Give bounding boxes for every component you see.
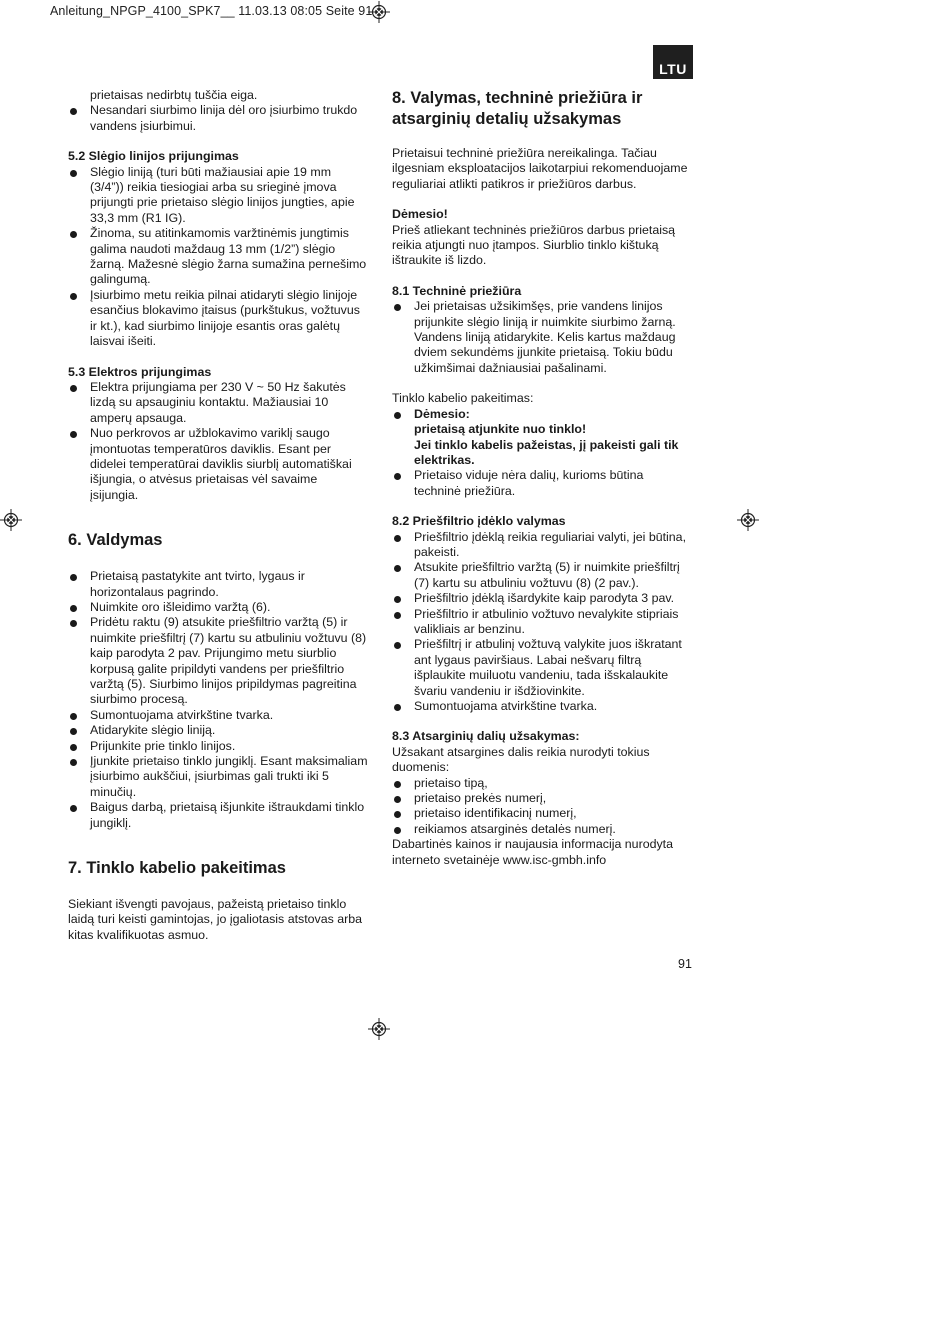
- list-item: Prietaisą pastatykite ant tvirto, lygaus ir horizontalaus pagrindo.: [68, 569, 368, 600]
- section-8-title: 8. Valymas, techninė priežiūra ir atsarginių detalių užsakymas: [392, 89, 643, 128]
- print-header: Anleitung_NPGP_4100_SPK7__ 11.03.13 08:05 Seite 91: [50, 4, 373, 18]
- registration-mark-icon: [0, 509, 22, 531]
- section-8-text: Prietaisui techninė priežiūra nereikalinga. Tačiau ilgesniam eksploatacijos laikotarpiui rekomenduojame reguliariai atlikti patikros ir priežiūros darbus.: [392, 146, 688, 191]
- list-item: Įsiurbimo metu reikia pilnai atidaryti slėgio linijoje esančius blokavimo įtaisus (purkštukus, vožtuvus ir kt.), kad siurbimo linijoje esantis oras galėtų laisvai išeiti.: [68, 288, 368, 350]
- list-item: Sumontuojama atvirkštine tvarka.: [68, 708, 368, 723]
- section-5-3-title: 5.3 Elektros prijungimas: [68, 364, 212, 379]
- list-item: Nuimkite oro išleidimo varžtą (6).: [68, 600, 368, 615]
- section-7-text: Siekiant išvengti pavojaus, pažeistą prietaiso tinklo laidą turi keisti gamintojas, jo įgaliotasis atstovas arba kitas kvalifikuotas asmuo.: [68, 897, 363, 942]
- page-number: 91: [678, 957, 692, 971]
- list-item: prietaiso tipą,: [392, 776, 692, 791]
- list-item: Baigus darbą, prietaisą išjunkite ištraukdami tinklo jungiklį.: [68, 800, 368, 831]
- intro-line: prietaisas nedirbtų tuščia eiga.: [90, 88, 258, 102]
- section-8-2-title: 8.2 Priešfiltrio įdėklo valymas: [392, 514, 566, 529]
- list-item: prietaiso identifikacinį numerį,: [392, 806, 692, 821]
- list-item: Nesandari siurbimo linija dėl oro įsiurbimo trukdo vandens įsiurbimui.: [68, 103, 368, 134]
- registration-mark-icon: [368, 1, 390, 23]
- list-item: Įjunkite prietaiso tinklo jungiklį. Esant maksimaliam įsiurbimo aukščiui, įsiurbimas gali trukti iki 5 minučių.: [68, 754, 368, 800]
- list-item: Priešfiltrio įdėklą išardykite kaip parodyta 3 pav.: [392, 591, 692, 606]
- list-item: Priešfiltrį ir atbulinį vožtuvą valykite juos iškratant ant lygaus paviršiaus. Labai nešvarų filtrą išplaukite muiluotu vandeniu, tada išskalaukite švariu vandeniu ir išdžiovinkite.: [392, 637, 692, 699]
- list-item: Elektra prijungiama per 230 V ~ 50 Hz šakutės lizdą su apsauginiu kontaktu. Mažiausiai 10 amperų apsauga.: [68, 380, 368, 426]
- attention-text: Prieš atliekant techninės priežiūros darbus prietaisą reikia atjungti nuo įtampos. Siurblio tinklo kištuką ištraukite iš lizdo.: [392, 222, 676, 268]
- registration-mark-icon: [368, 1018, 390, 1040]
- list-item: Sumontuojama atvirkštine tvarka.: [392, 699, 692, 714]
- section-8-1-title: 8.1 Techninė priežiūra: [392, 283, 522, 298]
- section-8-3-outro: Dabartinės kainos ir naujausia informacija nurodyta interneto svetainėje www.isc-gmbh.info: [392, 837, 674, 867]
- list-item: prietaiso prekės numerį,: [392, 791, 692, 806]
- section-8-3-title: 8.3 Atsarginių dalių užsakymas:: [392, 729, 580, 744]
- list-item: Prietaiso viduje nėra dalių, kurioms būtina techninė priežiūra.: [392, 468, 692, 499]
- list-item: Nuo perkrovos ar užblokavimo variklį saugo įmontuotas temperatūros daviklis. Esant per didelei temperatūrai daviklis siurblį automatiškai išjungia, o atvėsus prietaisas vėl savaime įsijungia.: [68, 426, 368, 503]
- registration-mark-icon: [737, 509, 759, 531]
- list-item: reikiamos atsarginės detalės numerį.: [392, 822, 692, 837]
- attention-title: Dėmesio!: [392, 207, 448, 222]
- section-6-title: 6. Valdymas: [68, 531, 163, 550]
- cable-label: Tinklo kabelio pakeitimas:: [392, 391, 534, 406]
- right-column: [392, 88, 692, 868]
- list-item: Pridėtu raktu (9) atsukite priešfiltrio varžtą (5) ir nuimkite priešfiltrį (7) kartu su atbuliniu vožtuvu (8) kaip parodyta 2 pav. Prijungimo metu siurblio korpusą galite pripildyti vandens per priešfiltrio varžtą (5). Siurbimo linijos pripildymas pagreitina siurbimo procesą.: [68, 615, 368, 707]
- cable-warning: Dėmesio: prietaisą atjunkite nuo tinklo! Jei tinklo kabelis pažeistas, jį pakeisti gali tik elektrikas.: [392, 407, 692, 469]
- list-item: Atidarykite slėgio liniją.: [68, 723, 368, 738]
- left-column: [68, 88, 368, 943]
- list-item: Slėgio liniją (turi būti mažiausiai apie 19 mm (3/4”)) reikia tiesiogiai arba su srieginė įmova prijungti prie prietaiso slėgio linijos jungties, apie 33,3 mm (R1 IG).: [68, 165, 368, 227]
- list-item: Prijunkite prie tinklo linijos.: [68, 739, 368, 754]
- list-item: Atsukite priešfiltrio varžtą (5) ir nuimkite priešfiltrį (7) kartu su atbuliniu vožtuvu (8) (2 pav.).: [392, 560, 692, 591]
- language-tab: LTU: [653, 45, 693, 79]
- list-item: Žinoma, su atitinkamomis varžtinėmis jungtimis galima naudoti maždaug 13 mm (1/2”) slėgio žarną. Mažesnė slėgio žarna sumažina pernešimo galingumą.: [68, 226, 368, 288]
- section-7-title: 7. Tinklo kabelio pakeitimas: [68, 859, 286, 878]
- list-item: Jei prietaisas užsikimšęs, prie vandens linijos prijunkite slėgio liniją ir nuimkite siurbimo žarną. Vandens liniją atidarykite. Kelis kartus maždaug dviem sekundėms įjunkite prietaisą. Tokiu būdu užkimšimai dažniausiai pašalinami.: [392, 299, 692, 376]
- section-8-3-intro: Užsakant atsargines dalis reikia nurodyti tokius duomenis:: [392, 744, 650, 775]
- section-5-2-title: 5.2 Slėgio linijos prijungimas: [68, 149, 239, 164]
- list-item: Priešfiltrio ir atbulinio vožtuvo nevalykite stipriais valikliais ar benzinu.: [392, 607, 692, 638]
- list-item: Priešfiltrio įdėklą reikia reguliariai valyti, jei būtina, pakeisti.: [392, 530, 692, 561]
